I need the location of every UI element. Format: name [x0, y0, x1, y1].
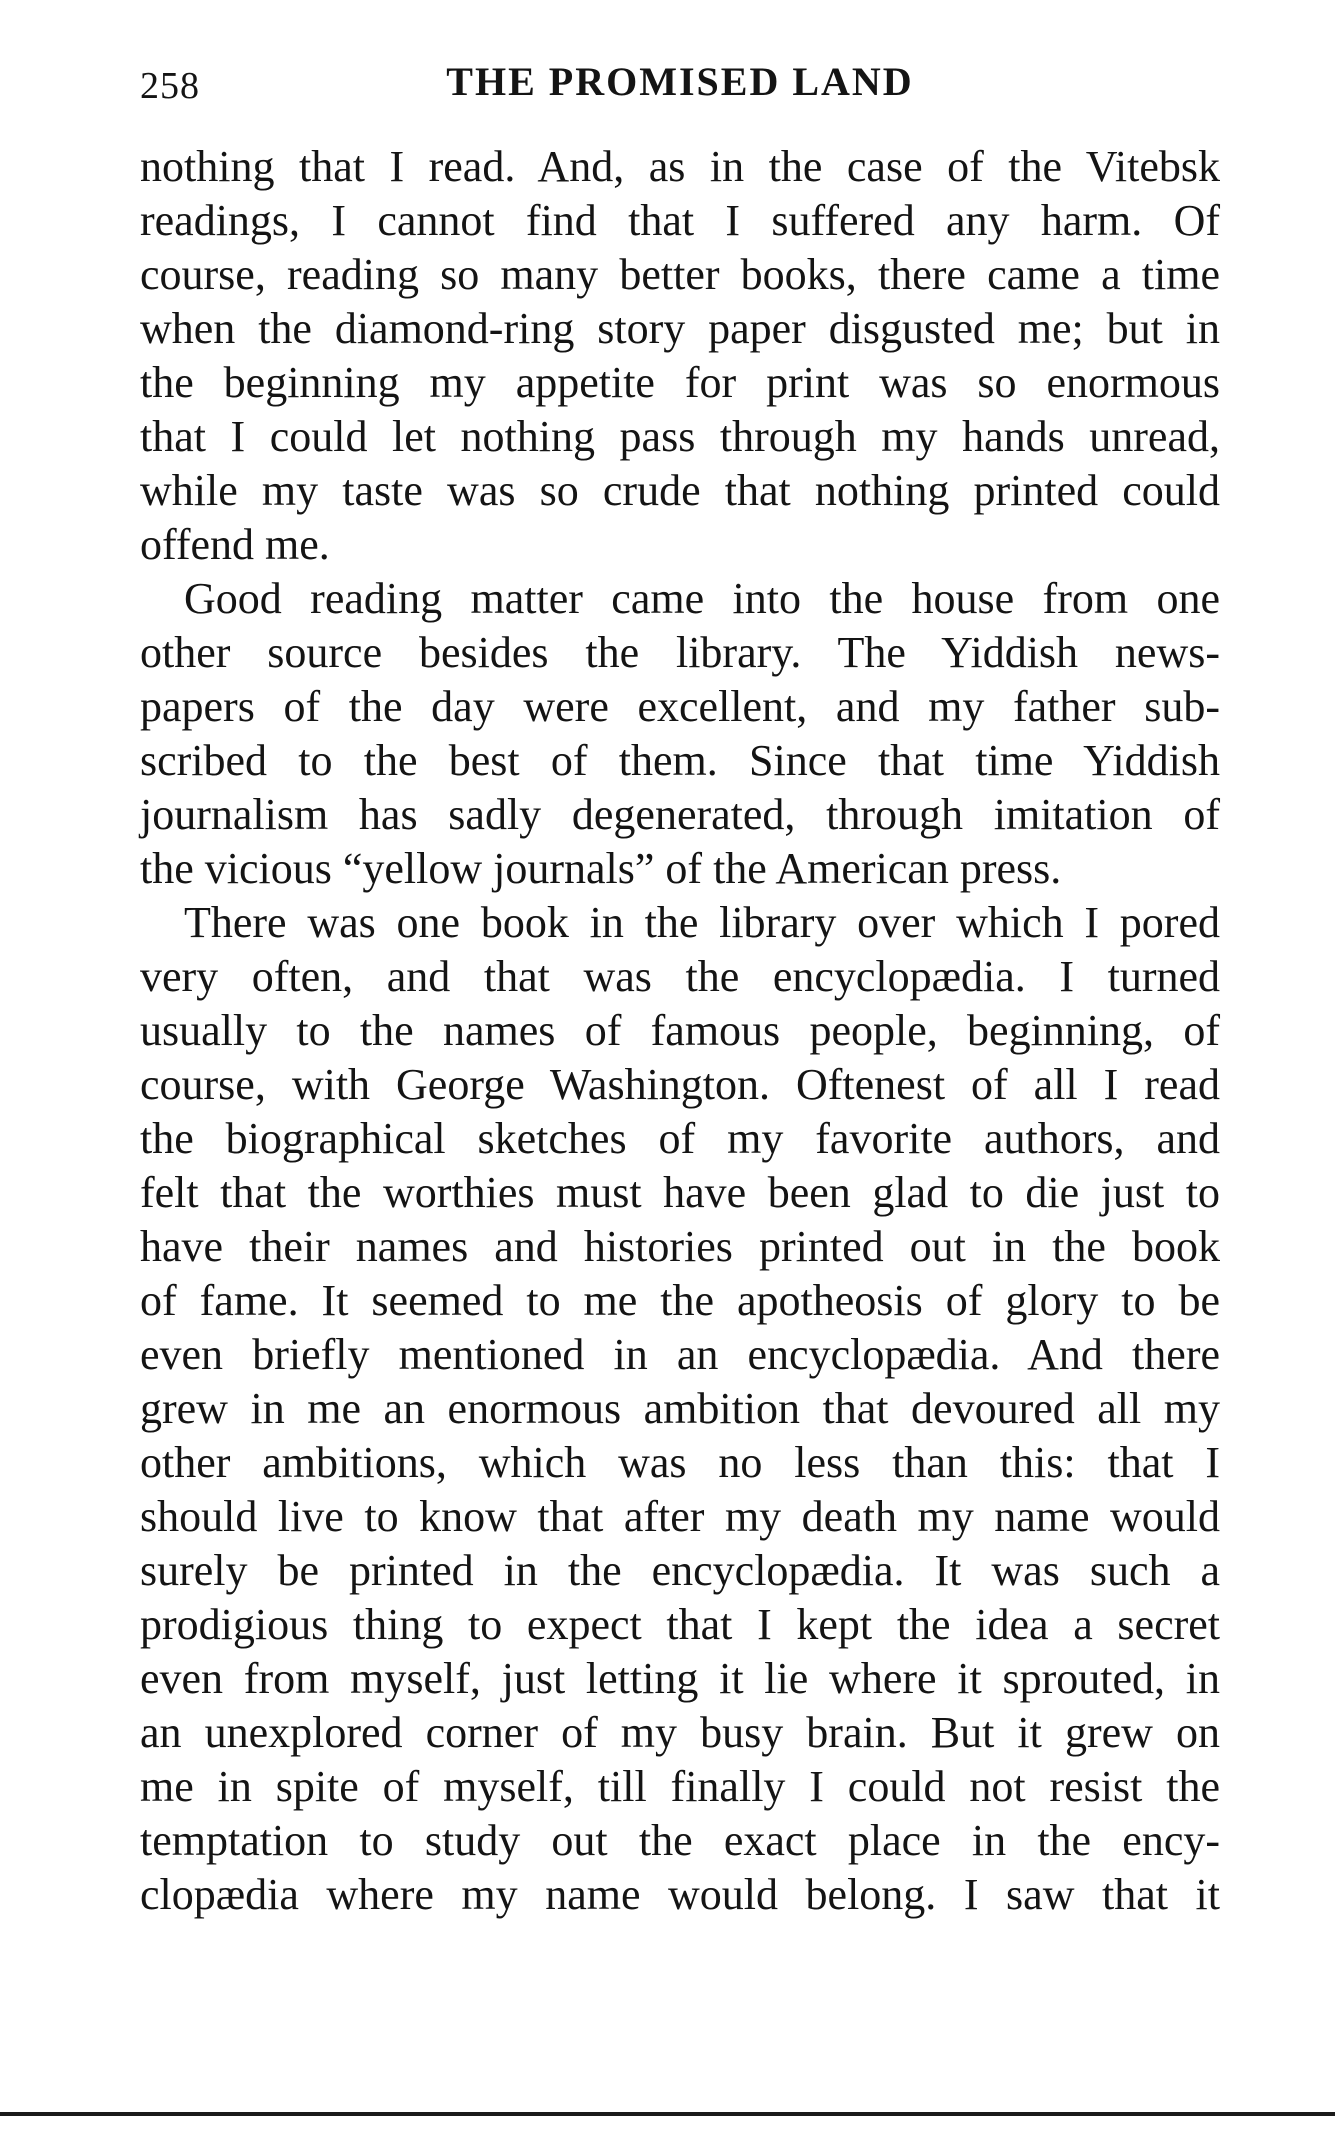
- paragraph: [140, 572, 1220, 896]
- text-line: even from myself, just letting it lie where it sprouted, in: [140, 1654, 1220, 1703]
- text-line: the biographical sketches of my favorite authors, and: [140, 1114, 1220, 1163]
- text-line: while my taste was so crude that nothing printed could: [140, 466, 1220, 515]
- text-line: even briefly mentioned in an encyclopædia. And there: [140, 1330, 1220, 1379]
- text-line: offend me.: [140, 520, 330, 569]
- page-number: 258: [140, 65, 200, 107]
- text-line: readings, I cannot find that I suffered any harm. Of: [140, 196, 1220, 245]
- text-line: that I could let nothing pass through my hands unread,: [140, 412, 1220, 461]
- text-line: Good reading matter came into the house from one: [184, 574, 1220, 623]
- text-line: when the diamond-ring story paper disgusted me; but in: [140, 304, 1220, 353]
- bottom-rule: [0, 2112, 1335, 2116]
- text-line: very often, and that was the encyclopædia. I turned: [140, 952, 1220, 1001]
- text-line: prodigious thing to expect that I kept the idea a secret: [140, 1600, 1220, 1649]
- text-line: the beginning my appetite for print was so enormous: [140, 358, 1220, 407]
- text-line: other source besides the library. The Yiddish news-: [140, 628, 1220, 677]
- text-line: surely be printed in the encyclopædia. It was such a: [140, 1546, 1220, 1595]
- text-line: temptation to study out the exact place in the ency-: [140, 1816, 1220, 1865]
- text-line: of fame. It seemed to me the apotheosis of glory to be: [140, 1276, 1220, 1325]
- text-line: scribed to the best of them. Since that time Yiddish: [140, 736, 1220, 785]
- text-line: other ambitions, which was no less than this: that I: [140, 1438, 1220, 1487]
- text-line: grew in me an enormous ambition that devoured all my: [140, 1384, 1220, 1433]
- text-line: usually to the names of famous people, beginning, of: [140, 1006, 1220, 1055]
- text-line: me in spite of myself, till finally I could not resist the: [140, 1762, 1220, 1811]
- text-line: course, with George Washington. Oftenest of all I read: [140, 1060, 1220, 1109]
- text-line: nothing that I read. And, as in the case of the Vitebsk: [140, 142, 1220, 191]
- paragraph: [140, 896, 1220, 1922]
- text-line: the vicious “yellow journals” of the American press.: [140, 844, 1062, 893]
- text-line: papers of the day were excellent, and my father sub-: [140, 682, 1220, 731]
- text-line: have their names and histories printed out in the book: [140, 1222, 1220, 1271]
- text-line: felt that the worthies must have been glad to die just to: [140, 1168, 1220, 1217]
- text-line: an unexplored corner of my busy brain. But it grew on: [140, 1708, 1220, 1757]
- text-line: course, reading so many better books, there came a time: [140, 250, 1220, 299]
- running-title: THE PROMISED LAND: [446, 59, 914, 104]
- text-line: There was one book in the library over which I pored: [184, 898, 1220, 947]
- text-line: should live to know that after my death my name would: [140, 1492, 1220, 1541]
- body-text: [140, 140, 1220, 1922]
- paragraph: [140, 140, 1220, 572]
- text-line: clopædia where my name would belong. I saw that it: [140, 1870, 1220, 1919]
- text-line: journalism has sadly degenerated, through imitation of: [140, 790, 1220, 839]
- running-head: [140, 58, 1220, 118]
